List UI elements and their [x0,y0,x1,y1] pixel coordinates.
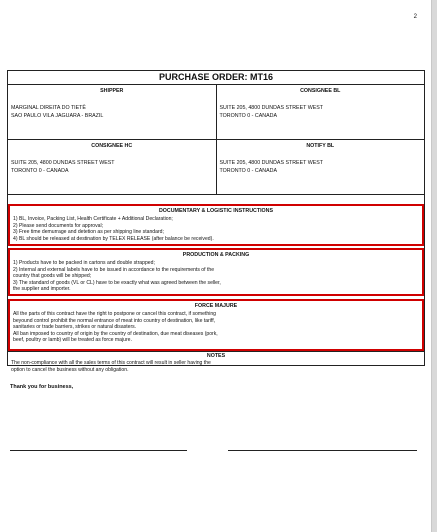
production-line: country that goods will be shipped; [13,273,92,279]
shipper-line: SAO PAULO VILA JAGUARA - BRAZIL [11,113,104,119]
document-title: PURCHASE ORDER: MT16 [8,71,424,85]
notes-line: The non-compliance with all the sales terms of this contract will result in seller having the [11,360,211,366]
page-number: 2 [413,14,417,20]
signature-line-left [10,450,187,451]
documentary-section [8,204,424,246]
shipper-heading: SHIPPER [100,88,124,94]
documentary-line: 4) BL should be released at destination by TELEX RELEASE (after balance be received). [13,235,214,242]
documentary-line: 3) Free time demurrage and detetion as per shipping line standard; [13,229,164,235]
production-line: 2) Internal and external labels have to be issued in accordance to the requirements of the [13,266,215,273]
force-majeure-line: beef, poultry or lamb) will be treated as force majure. [13,337,132,343]
documentary-line: 1) BL, Invoice, Packing List, Health Certificate + Additional Declaration; [13,216,173,222]
force-majeure-line: beyound control prohibit the normal entrance of meat into country of destination, like tariff, [13,317,216,324]
force-majeure-heading: FORCE MAJURE [194,303,238,309]
force-majeure-line: All ban imposed to country of origin by the country of destination, due meat diseases (pork, [13,330,218,337]
consignee-hc-heading: CONSIGNEE HC [91,143,133,149]
party-row-1 [8,85,424,140]
production-line: 1) Products have to be packed in cartons and double strapped; [13,260,155,266]
notes-section [8,351,424,373]
party-row-2 [8,140,424,195]
shipper-line: MARGINAL DIREITA DO TIETÊ [11,105,86,111]
purchase-order-form [7,70,425,373]
notify-bl-cell [216,140,425,194]
closing-text: Thank you for business, [10,384,74,390]
notify-bl-heading: NOTIFY BL [306,143,335,149]
force-majeure-section [8,299,424,351]
force-majeure-line: sanitaries or trade barriers, strikes or natural disasters. [13,324,137,330]
consignee-hc-line: TORONTO 0 - CANADA [11,168,69,174]
documentary-line: 2) Please send documents for approval; [13,222,104,229]
documentary-heading: DOCUMENTARY & LOGISTIC INSTRUCTIONS [158,208,274,214]
force-majeure-line: All the parts of this contract have the right to postpone or cancel this contract, if something [13,311,217,317]
consignee-hc-cell [8,140,216,194]
consignee-bl-line: TORONTO 0 - CANADA [219,113,277,119]
production-line: 3) The standard of goods (VL or CL) have to be exactly what was agreed between the seller, [13,279,221,286]
consignee-bl-cell [216,85,425,139]
production-section [8,248,424,296]
production-heading: PRODUCTION & PACKING [182,252,250,258]
consignee-hc-line: SUITE 205, 4800 DUNDAS STREET WEST [11,160,115,166]
consignee-bl-heading: CONSIGNEE BL [300,88,341,94]
production-line: the supplier and importer. [13,286,71,292]
consignee-bl-line: SUITE 205, 4800 DUNDAS STREET WEST [219,105,324,111]
shipper-cell [8,85,216,139]
notes-heading: NOTES [206,353,226,359]
signature-line-right [228,450,417,451]
notify-bl-line: SUITE 205, 4800 DUNDAS STREET WEST [219,160,324,166]
notes-line: option to cancel the business without any obligation. [11,366,129,373]
notify-bl-line: TORONTO 0 - CANADA [219,168,277,174]
